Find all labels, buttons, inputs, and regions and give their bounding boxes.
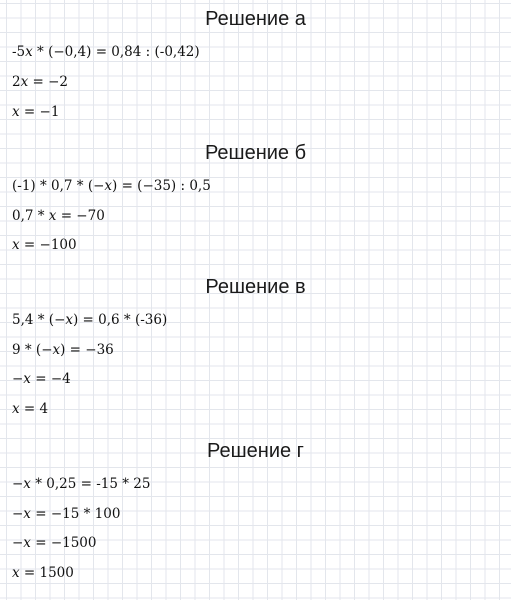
section-g-line-4: 𝑥 = 1500 <box>12 565 74 581</box>
section-a-line-1: -5𝑥 * (−0,4) = 0,84 : (-0,42) <box>12 44 200 60</box>
section-a-title: Решение а <box>205 8 306 30</box>
section-a-line-2: 2𝑥 = −2 <box>12 74 68 90</box>
section-v-line-4: 𝑥 = 4 <box>12 401 49 417</box>
section-b-line-1: (-1) * 0,7 * (−𝑥) = (−35) : 0,5 <box>12 178 211 194</box>
section-g-line-3: −𝑥 = −1500 <box>12 535 97 551</box>
section-a-line-3: 𝑥 = −1 <box>12 104 60 120</box>
section-v-title: Решение в <box>205 276 306 298</box>
section-g-title: Решение г <box>207 440 304 462</box>
section-v-line-2: 9 * (−𝑥) = −36 <box>12 342 114 358</box>
section-v-line-3: −𝑥 = −4 <box>12 371 71 387</box>
section-g-line-1: −𝑥 * 0,25 = -15 * 25 <box>12 476 151 492</box>
section-g-line-2: −𝑥 = −15 * 100 <box>12 506 121 522</box>
section-b-line-3: 𝑥 = −100 <box>12 237 77 253</box>
section-b-title: Решение б <box>204 142 307 164</box>
section-b-line-2: 0,7 * 𝑥 = −70 <box>12 208 105 224</box>
section-v-line-1: 5,4 * (−𝑥) = 0,6 * (-36) <box>12 312 168 328</box>
